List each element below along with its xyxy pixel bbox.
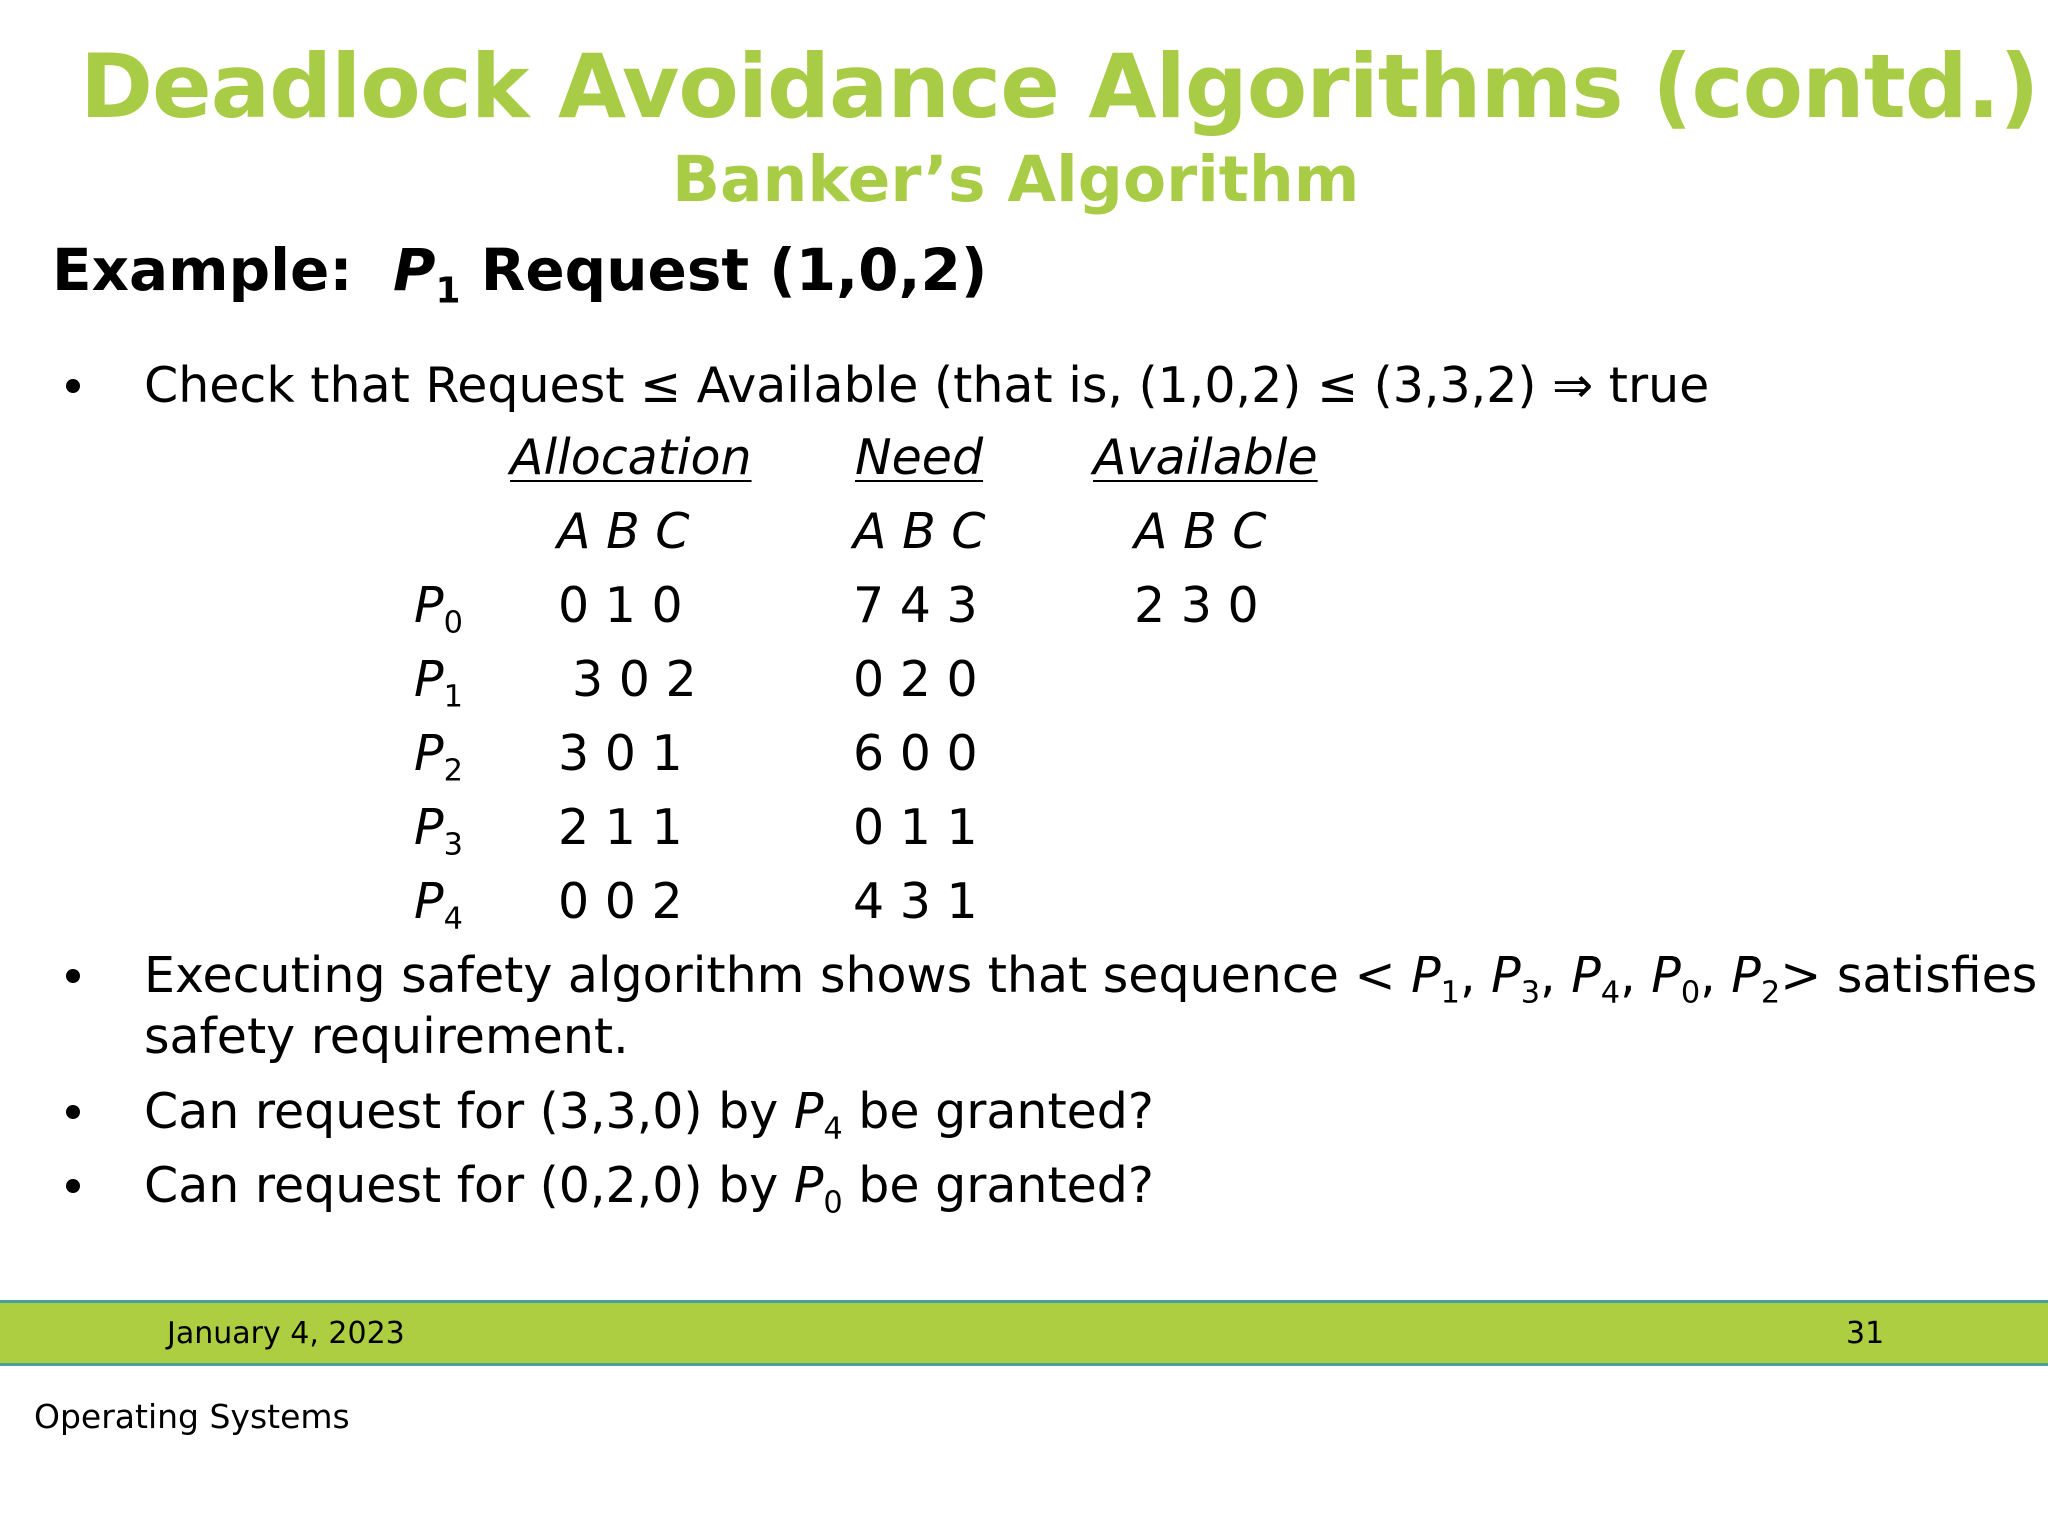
bullet-icon [66, 1105, 80, 1119]
need-value: 6 0 0 [853, 725, 978, 782]
bullet-icon [66, 1179, 80, 1193]
course-name: Operating Systems [34, 1397, 350, 1436]
available-value: 2 3 0 [1134, 577, 1259, 634]
table-header-allocation: Allocation [510, 429, 752, 486]
slide-subtitle: Banker’s Algorithm [672, 143, 1360, 216]
question-p4: Can request for (3,3,0) by $P_4$ be granted? [144, 1083, 1154, 1147]
need-value: 0 1 1 [853, 799, 978, 856]
example-prefix: Example: [52, 236, 353, 304]
table-header-available: Available [1093, 429, 1318, 486]
allocation-value: 2 1 1 [558, 799, 683, 856]
allocation-value: 3 0 1 [558, 725, 683, 782]
example-process: $P_1$ [392, 236, 461, 312]
need-columns: A B C [853, 503, 986, 560]
process-label: $P_3$ [414, 799, 463, 863]
example-request: Request (1,0,2) [480, 236, 988, 304]
example-heading [52, 232, 987, 330]
process-label: $P_4$ [414, 873, 463, 937]
allocation-value: 0 0 2 [558, 873, 683, 930]
need-value: 4 3 1 [853, 873, 978, 930]
process-label: $P_0$ [414, 577, 463, 641]
available-columns: A B C [1134, 503, 1267, 560]
safety-line-cont: safety requirement. [144, 1008, 629, 1065]
bullet-icon [66, 969, 80, 983]
slide-title: Deadlock Avoidance Algorithms (contd.) [80, 35, 2039, 138]
process-label: $P_2$ [414, 725, 463, 789]
need-value: 7 4 3 [853, 577, 978, 634]
safety-line: Executing safety algorithm shows that sequence < $P_1$, $P_3$, $P_4$, $P_0$, $P_2>$ satisfies [144, 947, 2038, 1011]
allocation-value: 3 0 2 [572, 651, 697, 708]
process-label: $P_1$ [414, 651, 463, 715]
bullet-icon [66, 379, 80, 393]
allocation-value: 0 1 0 [558, 577, 683, 634]
check-line: Check that Request ≤ Available (that is, (1,0,2) ≤ (3,3,2) ⇒ true [144, 357, 1710, 414]
footer-date: January 4, 2023 [167, 1316, 405, 1351]
allocation-columns: A B C [557, 503, 690, 560]
page-number: 31 [1846, 1316, 1885, 1351]
need-value: 0 2 0 [853, 651, 978, 708]
table-header-need: Need [855, 429, 984, 486]
question-p0: Can request for (0,2,0) by $P_0$ be granted? [144, 1157, 1154, 1221]
